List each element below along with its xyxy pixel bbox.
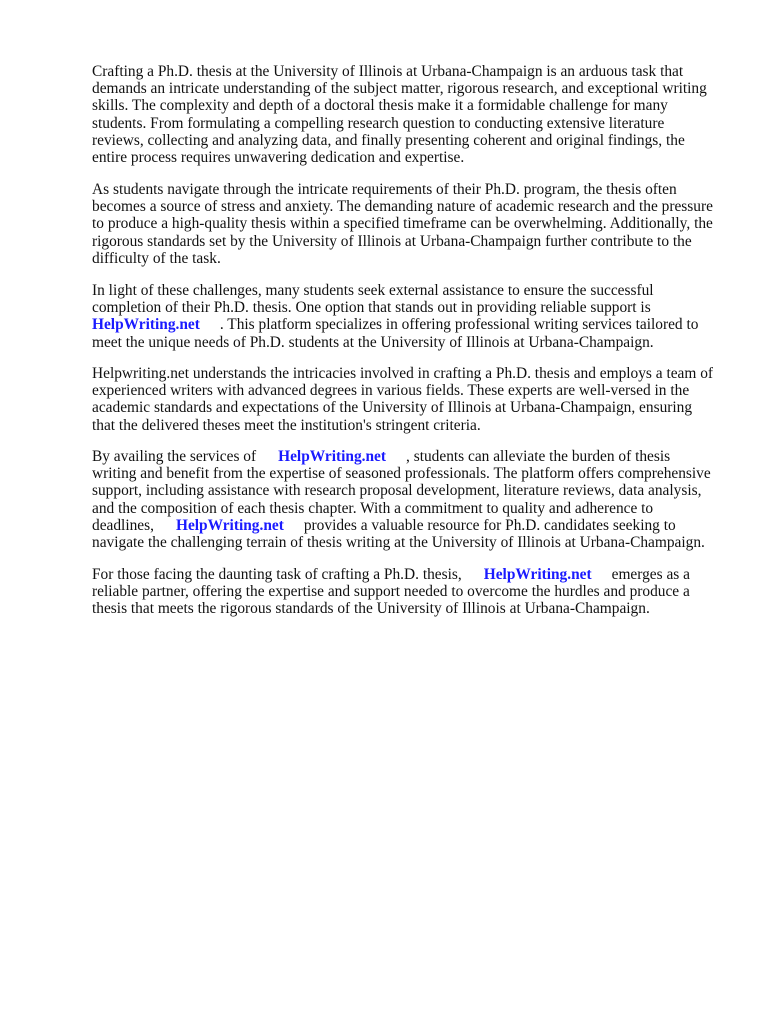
text-line: students. From formulating a compelling research question to conducting extensive literature: [92, 114, 665, 132]
helpwriting-link[interactable]: HelpWriting.net: [175, 516, 284, 534]
text-fragment: For those facing the daunting task of crafting a Ph.D. thesis,: [92, 566, 462, 583]
text-line-with-link: [92, 517, 732, 534]
paragraph-writers: [92, 365, 732, 434]
text-line: support, including assistance with research proposal development, literature reviews, data analysis,: [92, 482, 702, 500]
text-fragment: , students can alleviate the burden of thesis: [406, 448, 671, 465]
text-line: writing and benefit from the expertise of seasoned professionals. The platform offers comprehensive: [92, 465, 711, 483]
text-line: meet the unique needs of Ph.D. students at the University of Illinois at Urbana-Champaign.: [92, 333, 654, 351]
text-line-with-link: [92, 316, 732, 333]
text-fragment: . This platform specializes in offering professional writing services tailored to: [219, 316, 699, 334]
text-line: and the composition of each thesis chapter. With a commitment to quality and adherence to: [92, 499, 654, 517]
helpwriting-link[interactable]: HelpWriting.net: [278, 448, 387, 465]
text-fragment: provides a valuable resource for Ph.D. candidates seeking to: [303, 516, 676, 534]
paragraph-assistance: [92, 282, 732, 351]
text-line: As students navigate through the intricate requirements of their Ph.D. program, the thesis often: [92, 181, 677, 198]
text-line-with-link: [92, 448, 732, 465]
paragraph-conclusion: [92, 566, 732, 618]
text-line: entire process requires unwavering dedication and expertise.: [92, 148, 465, 166]
text-line: Crafting a Ph.D. thesis at the University of Illinois at Urbana-Champaign is an arduous task that: [92, 63, 684, 80]
paragraph-challenges: [92, 181, 732, 267]
text-line: to produce a high-quality thesis within a specified timeframe can be overwhelming. Additionally, the: [92, 215, 713, 233]
text-fragment: deadlines,: [92, 516, 154, 534]
text-line: that the delivered theses meet the institution's stringent criteria.: [92, 416, 481, 434]
text-line: In light of these challenges, many students seek external assistance to ensure the successful: [92, 282, 654, 299]
text-line: experienced writers with advanced degrees in various fields. These experts are well-versed in the: [92, 382, 690, 400]
text-line: reviews, collecting and analyzing data, and finally presenting coherent and original findings, the: [92, 131, 685, 149]
text-line: becomes a source of stress and anxiety. The demanding nature of academic research and the pressure: [92, 198, 713, 216]
helpwriting-link[interactable]: HelpWriting.net: [92, 316, 200, 334]
text-line-with-link: [92, 566, 732, 583]
text-line: thesis that meets the rigorous standards of the University of Illinois at Urbana-Champaign.: [92, 600, 650, 618]
text-line: Helpwriting.net understands the intricacies involved in crafting a Ph.D. thesis and employs a team of: [92, 365, 714, 382]
text-fragment: By availing the services of: [92, 448, 257, 465]
text-line: reliable partner, offering the expertise and support needed to overcome the hurdles and produce a: [92, 583, 690, 601]
paragraph-intro: [92, 63, 732, 166]
text-line: rigorous standards set by the University of Illinois at Urbana-Champaign further contribute to the: [92, 232, 692, 250]
paragraph-services: [92, 448, 732, 551]
text-line: completion of their Ph.D. thesis. One option that stands out in providing reliable support is: [92, 299, 651, 317]
text-line: demands an intricate understanding of the subject matter, rigorous research, and exceptional writing: [92, 80, 707, 98]
text-fragment: emerges as a: [611, 566, 690, 583]
text-line: skills. The complexity and depth of a doctoral thesis make it a formidable challenge for many: [92, 97, 668, 115]
text-line: difficulty of the task.: [92, 249, 221, 267]
text-line: academic standards and expectations of the University of Illinois at Urbana-Champaign, ensuring: [92, 399, 693, 417]
helpwriting-link[interactable]: HelpWriting.net: [483, 566, 592, 583]
text-line: navigate the challenging terrain of thesis writing at the University of Illinois at Urbana-Champaign.: [92, 533, 705, 551]
